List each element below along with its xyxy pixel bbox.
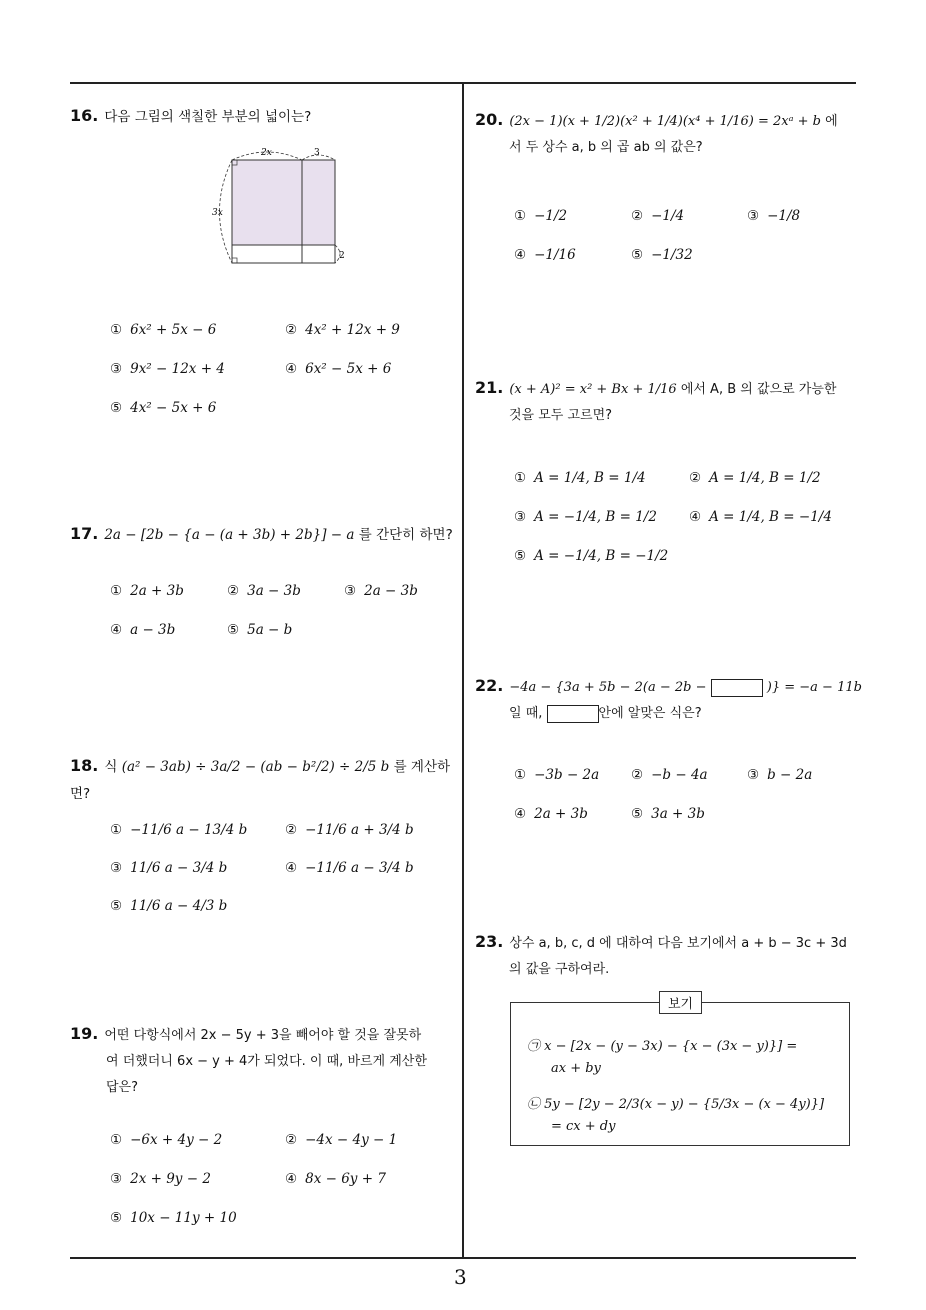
blank-box [711, 679, 763, 697]
question-number: 23. [475, 932, 504, 951]
option-3[interactable]: ③ 9x² − 12x + 4 [110, 361, 225, 377]
question-22: 22. −4a − {3a + 5b − 2(a − 2b − )} = −a − 11b 일 때, 안에 알맞은 식은? [475, 676, 862, 722]
question-17 [70, 518, 455, 549]
option-3[interactable]: ③ A = −1/4, B = 1/2 [514, 509, 657, 525]
right-angle-mark [232, 258, 237, 263]
label-2: 2 [339, 251, 345, 261]
bogi-line-3: ㉡ 5y − [2y − 2/3(x − y) − {5/3x − (x − 4y)}] [527, 1097, 825, 1112]
option-1[interactable]: ① 2a + 3b [110, 583, 184, 599]
label-3x: 3x [212, 208, 223, 218]
option-4[interactable]: ④ 2a + 3b [514, 806, 588, 822]
option-3[interactable]: ③ 11/6 a − 3/4 b [110, 860, 228, 876]
option-1[interactable]: ① −3b − 2a [514, 767, 600, 783]
option-4[interactable]: ④ −1/16 [514, 247, 576, 263]
option-5[interactable]: ⑤ 4x² − 5x + 6 [110, 400, 217, 416]
question-number: 20. [475, 110, 504, 129]
option-2[interactable]: ② −b − 4a [631, 767, 708, 783]
option-5[interactable]: ⑤ 11/6 a − 4/3 b [110, 898, 228, 914]
bogi-line-1: ㉠ x − [2x − (y − 3x) − {x − (3x − y)}] = [527, 1039, 798, 1054]
bogi-box [510, 997, 850, 1146]
option-3[interactable]: ③ −1/8 [747, 208, 801, 224]
bogi-line-2: ax + by [551, 1061, 601, 1076]
option-2[interactable]: ② −1/4 [631, 208, 685, 224]
option-5[interactable]: ⑤ A = −1/4, B = −1/2 [514, 548, 669, 564]
label-3: 3 [314, 148, 320, 158]
question-21: 21. (x + A)² = x² + Bx + 1/16 에서 A, B 의 값으로 가능한 것을 모두 고르면? [475, 378, 837, 424]
blank-box [547, 705, 599, 723]
question-23: 23. 상수 a, b, c, d 에 대하여 다음 보기에서 a + b − 3c + 3d 의 값을 구하여라. [475, 932, 847, 978]
question-16 [70, 100, 450, 131]
question-text: 를 계산하면? [70, 759, 451, 803]
option-1[interactable]: ① −1/2 [514, 208, 568, 224]
option-2[interactable]: ② 3a − 3b [227, 583, 301, 599]
question-number: 18. [70, 756, 99, 775]
option-2[interactable]: ② −11/6 a + 3/4 b [285, 822, 414, 838]
option-1[interactable]: ① A = 1/4, B = 1/4 [514, 470, 646, 486]
option-4[interactable]: ④ A = 1/4, B = −1/4 [689, 509, 832, 525]
question-number: 16. [70, 106, 99, 125]
page-number: 3 [454, 1265, 467, 1289]
option-3[interactable]: ③ 2x + 9y − 2 [110, 1171, 211, 1187]
option-4[interactable]: ④ 6x² − 5x + 6 [285, 361, 392, 377]
option-3[interactable]: ③ b − 2a [747, 767, 813, 783]
question-expression: 2a − [2b − {a − (a + 3b) + 2b}] − a [104, 527, 355, 543]
option-3[interactable]: ③ 2a − 3b [344, 583, 418, 599]
bottom-rule [70, 1257, 856, 1259]
option-1[interactable]: ① −11/6 a − 13/4 b [110, 822, 248, 838]
option-4[interactable]: ④ 8x − 6y + 7 [285, 1171, 386, 1187]
option-5[interactable]: ⑤ 3a + 3b [631, 806, 705, 822]
option-5[interactable]: ⑤ 5a − b [227, 622, 293, 638]
option-2[interactable]: ② A = 1/4, B = 1/2 [689, 470, 821, 486]
question-number: 22. [475, 676, 504, 695]
question-20: 20. (2x − 1)(x + 1/2)(x² + 1/4)(x⁴ + 1/16) = 2xᵃ + b 에 서 두 상수 a, b 의 곱 ab 의 값은? [475, 110, 838, 156]
column-divider [462, 83, 464, 1258]
question-number: 17. [70, 524, 99, 543]
option-4[interactable]: ④ a − 3b [110, 622, 176, 638]
option-1[interactable]: ① −6x + 4y − 2 [110, 1132, 223, 1148]
option-5[interactable]: ⑤ 10x − 11y + 10 [110, 1210, 237, 1226]
question-text: 를 간단히 하면? [358, 527, 453, 543]
question-19: 19. 어떤 다항식에서 2x − 5y + 3을 빼어야 할 것을 잘못하 여 더했더니 6x − y + 4가 되었다. 이 때, 바르게 계산한 답은? [70, 1024, 427, 1095]
area-figure [205, 140, 355, 270]
question-expression: (a² − 3ab) ÷ 3a/2 − (ab − b²/2) ÷ 2/5 b [121, 759, 390, 775]
option-4[interactable]: ④ −11/6 a − 3/4 b [285, 860, 414, 876]
bogi-title: 보기 [659, 991, 702, 1014]
shaded-region [232, 160, 335, 245]
question-number: 21. [475, 378, 504, 397]
option-2[interactable]: ② −4x − 4y − 1 [285, 1132, 398, 1148]
question-text: 다음 그림의 색칠한 부분의 넓이는? [104, 109, 312, 125]
question-expression: (x + A)² = x² + Bx + 1/16 [509, 382, 677, 397]
option-2[interactable]: ② 4x² + 12x + 9 [285, 322, 400, 338]
option-1[interactable]: ① 6x² + 5x − 6 [110, 322, 217, 338]
bogi-line-4: = cx + dy [551, 1119, 616, 1134]
question-expression: (2x − 1)(x + 1/2)(x² + 1/4)(x⁴ + 1/16) = 2xᵃ + b [509, 114, 821, 129]
option-5[interactable]: ⑤ −1/32 [631, 247, 693, 263]
label-2x: 2x [261, 148, 272, 158]
question-18: 18. 식 (a² − 3ab) ÷ 3a/2 − (ab − b²/2) ÷ 2/5 b 를 계산하면? [70, 756, 451, 803]
question-number: 19. [70, 1024, 99, 1043]
